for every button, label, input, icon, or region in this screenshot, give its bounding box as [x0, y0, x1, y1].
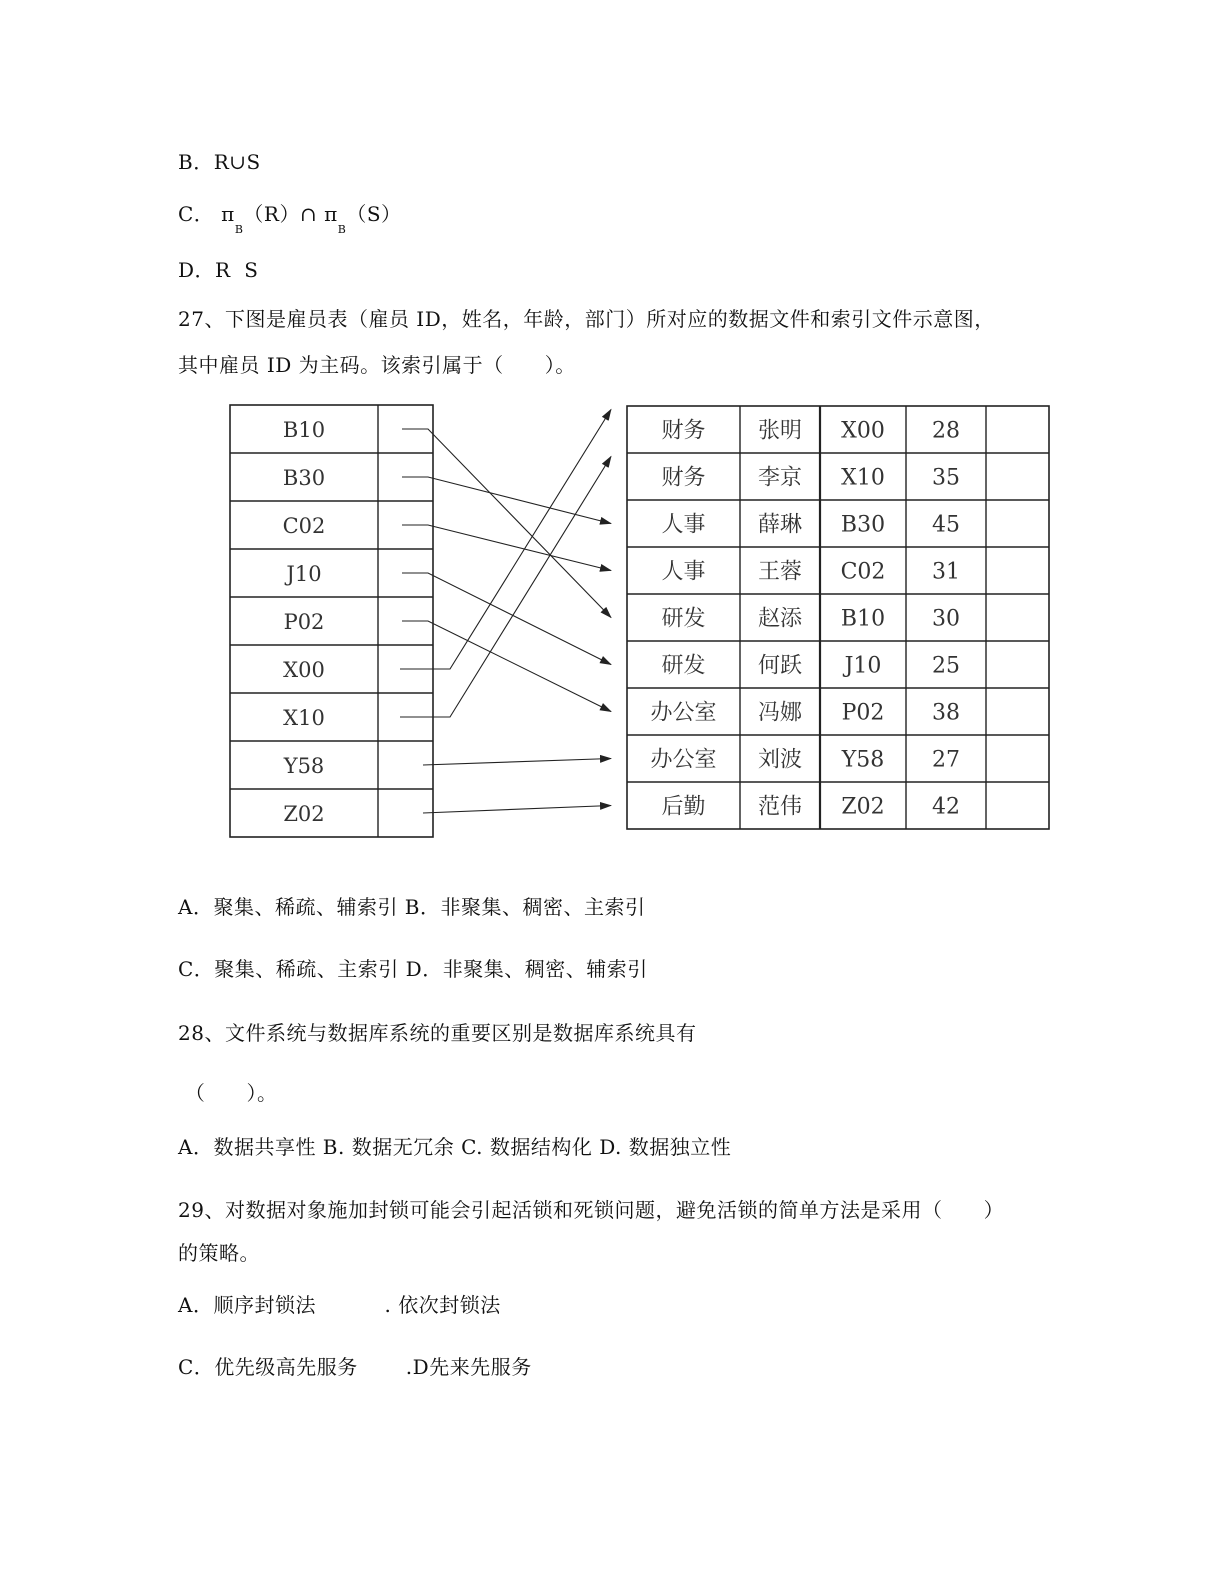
- data-cell: B30: [840, 512, 886, 538]
- data-cell: 42: [932, 794, 960, 820]
- data-cell: 人事: [661, 512, 706, 538]
- data-cell: 办公室: [650, 700, 717, 726]
- index-key: J10: [286, 562, 322, 586]
- q26-option-c-mid: （R）∩ π: [243, 202, 338, 226]
- data-cell: B10: [840, 606, 886, 632]
- q27-stem-line1: 27、下图是雇员表（雇员 ID，姓名，年龄，部门）所对应的数据文件和索引文件示意图，: [178, 307, 995, 331]
- data-cell: 薛琳: [757, 512, 803, 538]
- pointer-arrow: [400, 410, 611, 670]
- index-key: B10: [282, 418, 326, 442]
- data-cell: 办公室: [650, 747, 717, 773]
- data-cell: C02: [840, 559, 886, 585]
- data-cell: P02: [841, 700, 885, 726]
- data-cell: J10: [844, 653, 882, 679]
- data-cell: 35: [932, 465, 960, 491]
- q29-options-line2: C．优先级高先服务 .D先来先服务: [178, 1355, 532, 1379]
- data-cell: 研发: [661, 653, 706, 679]
- data-cell: 人事: [661, 559, 706, 585]
- data-cell: 王蓉: [757, 559, 803, 585]
- data-cell: 财务: [661, 418, 706, 444]
- data-cell: 38: [932, 700, 960, 726]
- data-cell: 30: [932, 606, 960, 632]
- data-cell: 张明: [757, 418, 803, 444]
- index-key: X10: [283, 706, 325, 730]
- data-cell: 赵添: [757, 606, 803, 632]
- index-key: Y58: [283, 754, 325, 778]
- q26-option-c-sub2: B: [337, 223, 347, 236]
- index-key: P02: [283, 610, 325, 634]
- q26-option-c-sub1: B: [234, 223, 244, 236]
- data-cell: 28: [932, 418, 960, 444]
- q27-stem-line2: 其中雇员 ID 为主码。该索引属于（ ）。: [178, 353, 576, 377]
- pointer-arrow: [423, 806, 611, 814]
- data-cell: 45: [932, 512, 960, 538]
- q28-stem-line2: （ ）。: [178, 1081, 278, 1105]
- data-cell: 刘波: [757, 747, 803, 773]
- q26-option-c-prefix: C． π: [178, 202, 235, 226]
- data-cell: 何跃: [757, 653, 803, 679]
- q26-option-c: [178, 198, 402, 236]
- index-key: B30: [282, 466, 326, 490]
- q26-option-c-suffix: （S）: [346, 202, 402, 226]
- q29-options-line1: A．顺序封锁法 . 依次封锁法: [178, 1293, 501, 1317]
- pointer-arrow: [423, 759, 611, 766]
- data-cell: 25: [932, 653, 960, 679]
- q26-option-b: B．R∪S: [178, 150, 261, 174]
- data-cell: 后勤: [661, 794, 706, 820]
- q27-options-line1: A．聚集、稀疏、辅索引 B．非聚集、稠密、主索引: [178, 895, 646, 919]
- data-cell: Y58: [841, 747, 885, 773]
- data-cell: 冯娜: [757, 700, 803, 726]
- index-key: Z02: [283, 802, 325, 826]
- data-cell: X10: [841, 465, 885, 491]
- index-key: X00: [283, 658, 325, 682]
- q29-stem-line1: 29、对数据对象施加封锁可能会引起活锁和死锁问题，避免活锁的简单方法是采用（ ）: [178, 1198, 1005, 1222]
- q28-options: A．数据共享性 B. 数据无冗余 C. 数据结构化 D. 数据独立性: [178, 1135, 732, 1159]
- data-cell: 财务: [661, 465, 706, 491]
- q28-stem-line1: 28、文件系统与数据库系统的重要区别是数据库系统具有: [178, 1021, 697, 1045]
- q26-option-d: D．R S: [178, 258, 259, 282]
- data-cell: 范伟: [757, 794, 803, 820]
- index-key: C02: [282, 514, 326, 538]
- index-file-diagram: [225, 400, 1055, 845]
- data-cell: 研发: [661, 606, 706, 632]
- pointer-arrow: [400, 457, 611, 718]
- data-cell: Z02: [841, 794, 885, 820]
- data-cell: 27: [932, 747, 960, 773]
- q27-options-line2: C．聚集、稀疏、主索引 D．非聚集、稠密、辅索引: [178, 957, 648, 981]
- q29-stem-line2: 的策略。: [178, 1241, 260, 1265]
- data-cell: 李京: [757, 465, 803, 491]
- data-cell: X00: [841, 418, 885, 444]
- data-cell: 31: [932, 559, 960, 585]
